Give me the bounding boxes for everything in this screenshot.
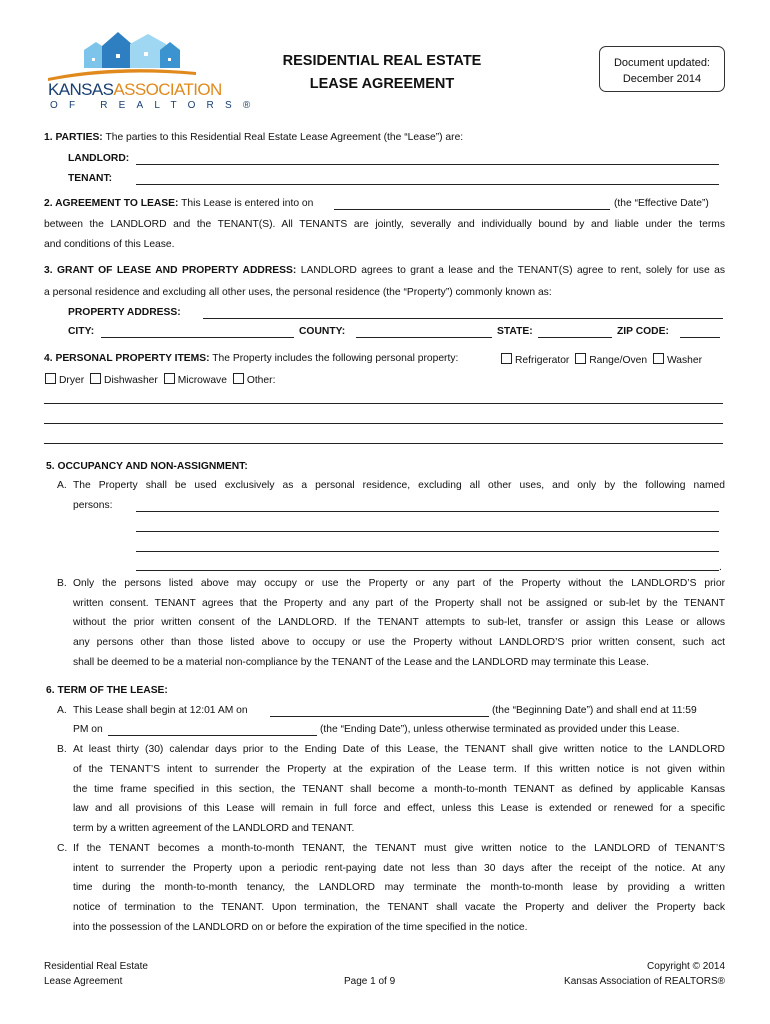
term-a-text: This Lease shall begin at 12:01 AM on [73,705,248,716]
agreement-text-line: between the LANDLORD and the TENANT(S). All TENANTS are jointly, severally and individually bound by and liable under the terms [44,219,725,230]
houses-graphic [44,28,209,83]
document-updated-box: Document updated: December 2014 [599,46,725,92]
range-oven-checkbox[interactable] [575,353,586,364]
footer-copyright: Copyright © 2014 Kansas Association of REALTORS® [564,961,725,987]
term-c-line: notice of termination to the TENANT. Upon termination, the TENANT shall vacate the Property and deliver the Property back [73,902,725,913]
named-persons-line-4[interactable] [136,570,719,571]
named-persons-line-1[interactable] [136,511,719,512]
personal-property-line-2[interactable] [44,423,723,424]
personal-property-line-3[interactable] [44,443,723,444]
term-a-text: (the “Beginning Date”) and shall end at 11:59 [492,705,697,716]
dishwasher-checkbox[interactable] [90,373,101,384]
section-agreement: 2. AGREEMENT TO LEASE: This Lease is entered into on [44,198,314,209]
dishwasher-label: Dishwasher [104,375,158,386]
county-label: COUNTY: [299,326,346,337]
section-occupancy-heading: 5. OCCUPANCY AND NON-ASSIGNMENT: [46,461,248,472]
occupancy-b-line: shall be deemed to be a material non-compliance by the TENANT of the Lease and the LANDLORD may terminate this Lease. [73,657,649,668]
ending-date-field[interactable] [108,735,317,736]
washer-label: Washer [666,355,703,366]
effective-date-field[interactable] [334,209,610,210]
grant-text-line: a personal residence and excluding all other uses, the personal residence (the “Property”) commonly known as: [44,287,552,298]
term-b-line: the time frame specified in this section, the TENANT shall become a month-to-month TENANT as defined by applicable Kansas [73,784,725,795]
term-b-line: term by a written agreement of the LANDLORD and TENANT. [73,823,355,834]
item-label: B. [57,744,67,755]
item-label: A. [57,705,67,716]
microwave-checkbox[interactable] [164,373,175,384]
term-c-line: time during the month-to-month tenancy, the LANDLORD may terminate the month-to-month lease by providing a written [73,882,725,893]
personal-property-options-row2 [42,373,275,386]
tenant-label: TENANT: [68,173,113,184]
landlord-field[interactable] [136,164,719,165]
term-c-line: intent to surrender the Property upon a periodic rent-paying date not less than 30 days after the receipt of the notice. At any [73,863,725,874]
section-term-heading: 6. TERM OF THE LEASE: [46,685,168,696]
term-b-line: of the TENANT’S intent to surrender the Property at the expiration of the Lease term. If this written notice is not given within [73,764,725,775]
other-checkbox[interactable] [233,373,244,384]
effective-date-label: (the “Effective Date”) [614,198,709,209]
city-label: CITY: [68,326,95,337]
refrigerator-checkbox[interactable] [501,353,512,364]
item-label: A. [57,480,67,491]
persons-label: persons: [73,500,113,511]
occupancy-b-line: written consent. TENANT agrees that the Property and any part of the Property shall not be assigned or sub-let by the TENANT [73,598,725,609]
agreement-text-line: and conditions of this Lease. [44,239,175,250]
item-label: C. [57,843,68,854]
occupancy-b-line: without the prior written consent of the LANDLORD. If the TENANT attempts to sub-let, transfer or assign this Lease or allows [73,617,725,628]
landlord-label: LANDLORD: [68,153,130,164]
section-personal-property: 4. PERSONAL PROPERTY ITEMS: The Property includes the following personal property: [44,353,459,364]
dryer-label: Dryer [59,375,85,386]
county-field[interactable] [356,337,492,338]
footer-left: Residential Real Estate Lease Agreement [44,961,148,987]
term-a-text: (the “Ending Date”), unless otherwise terminated as provided under this Lease. [320,724,680,735]
named-persons-line-2[interactable] [136,531,719,532]
section-grant: 3. GRANT OF LEASE AND PROPERTY ADDRESS: LANDLORD agrees to grant a lease and the TENANT(S) agree to rent, solely for use as [44,265,725,276]
named-persons-period: . [719,562,722,573]
property-address-label: PROPERTY ADDRESS: [68,307,181,318]
refrigerator-label: Refrigerator [515,355,570,366]
other-label: Other: [246,375,276,386]
range-oven-label: Range/Oven [589,355,648,366]
personal-property-options-row1 [498,353,702,366]
washer-checkbox[interactable] [653,353,664,364]
term-b-line: law and all provisions of this Lease will remain in full force and effect, unless this Lease is extended or renewed for a specific [73,803,725,814]
term-c-line: If the TENANT becomes a month-to-month TENANT, the TENANT must give written notice to the LANDLORD of TENANT’S [73,843,725,854]
zip-label: ZIP CODE: [617,326,669,337]
section-parties: 1. PARTIES: The parties to this Residential Real Estate Lease Agreement (the “Lease”) are: [44,132,464,143]
dryer-checkbox[interactable] [45,373,56,384]
document-title: RESIDENTIAL REAL ESTATE LEASE AGREEMENT [282,53,482,92]
kar-logo [44,28,262,111]
occupancy-b-line: Only the persons listed above may occupy or use the Property or any part of the Property without the LANDLORD’S prior [73,578,725,589]
term-a-text: PM on [73,724,103,735]
occupancy-a-text: The Property shall be used exclusively as a personal residence, excluding all other uses, and only by the following named [73,480,725,491]
zip-field[interactable] [680,337,720,338]
property-address-field[interactable] [203,318,723,319]
page-number: Page 1 of 9 [344,976,396,987]
item-label: B. [57,578,67,589]
logo-wordmark: KANSASASSOCIATION [48,80,222,99]
term-c-line: into the possession of the LANDLORD on or before the expiration of the time specified in the notice. [73,922,528,933]
personal-property-line-1[interactable] [44,403,723,404]
occupancy-b-line: any persons other than those listed above to occupy or use the Property without LANDLORD’S prior written consent, such act [73,637,725,648]
city-field[interactable] [101,337,294,338]
term-b-line: At least thirty (30) calendar days prior to the Ending Date of this Lease, the TENANT shall give written notice to the LANDLORD [73,744,725,755]
microwave-label: Microwave [177,375,227,386]
beginning-date-field[interactable] [270,716,489,717]
logo-subtitle: OF REALTORS® [50,100,262,111]
state-label: STATE: [497,326,533,337]
named-persons-line-3[interactable] [136,551,719,552]
tenant-field[interactable] [136,184,719,185]
state-field[interactable] [538,337,612,338]
